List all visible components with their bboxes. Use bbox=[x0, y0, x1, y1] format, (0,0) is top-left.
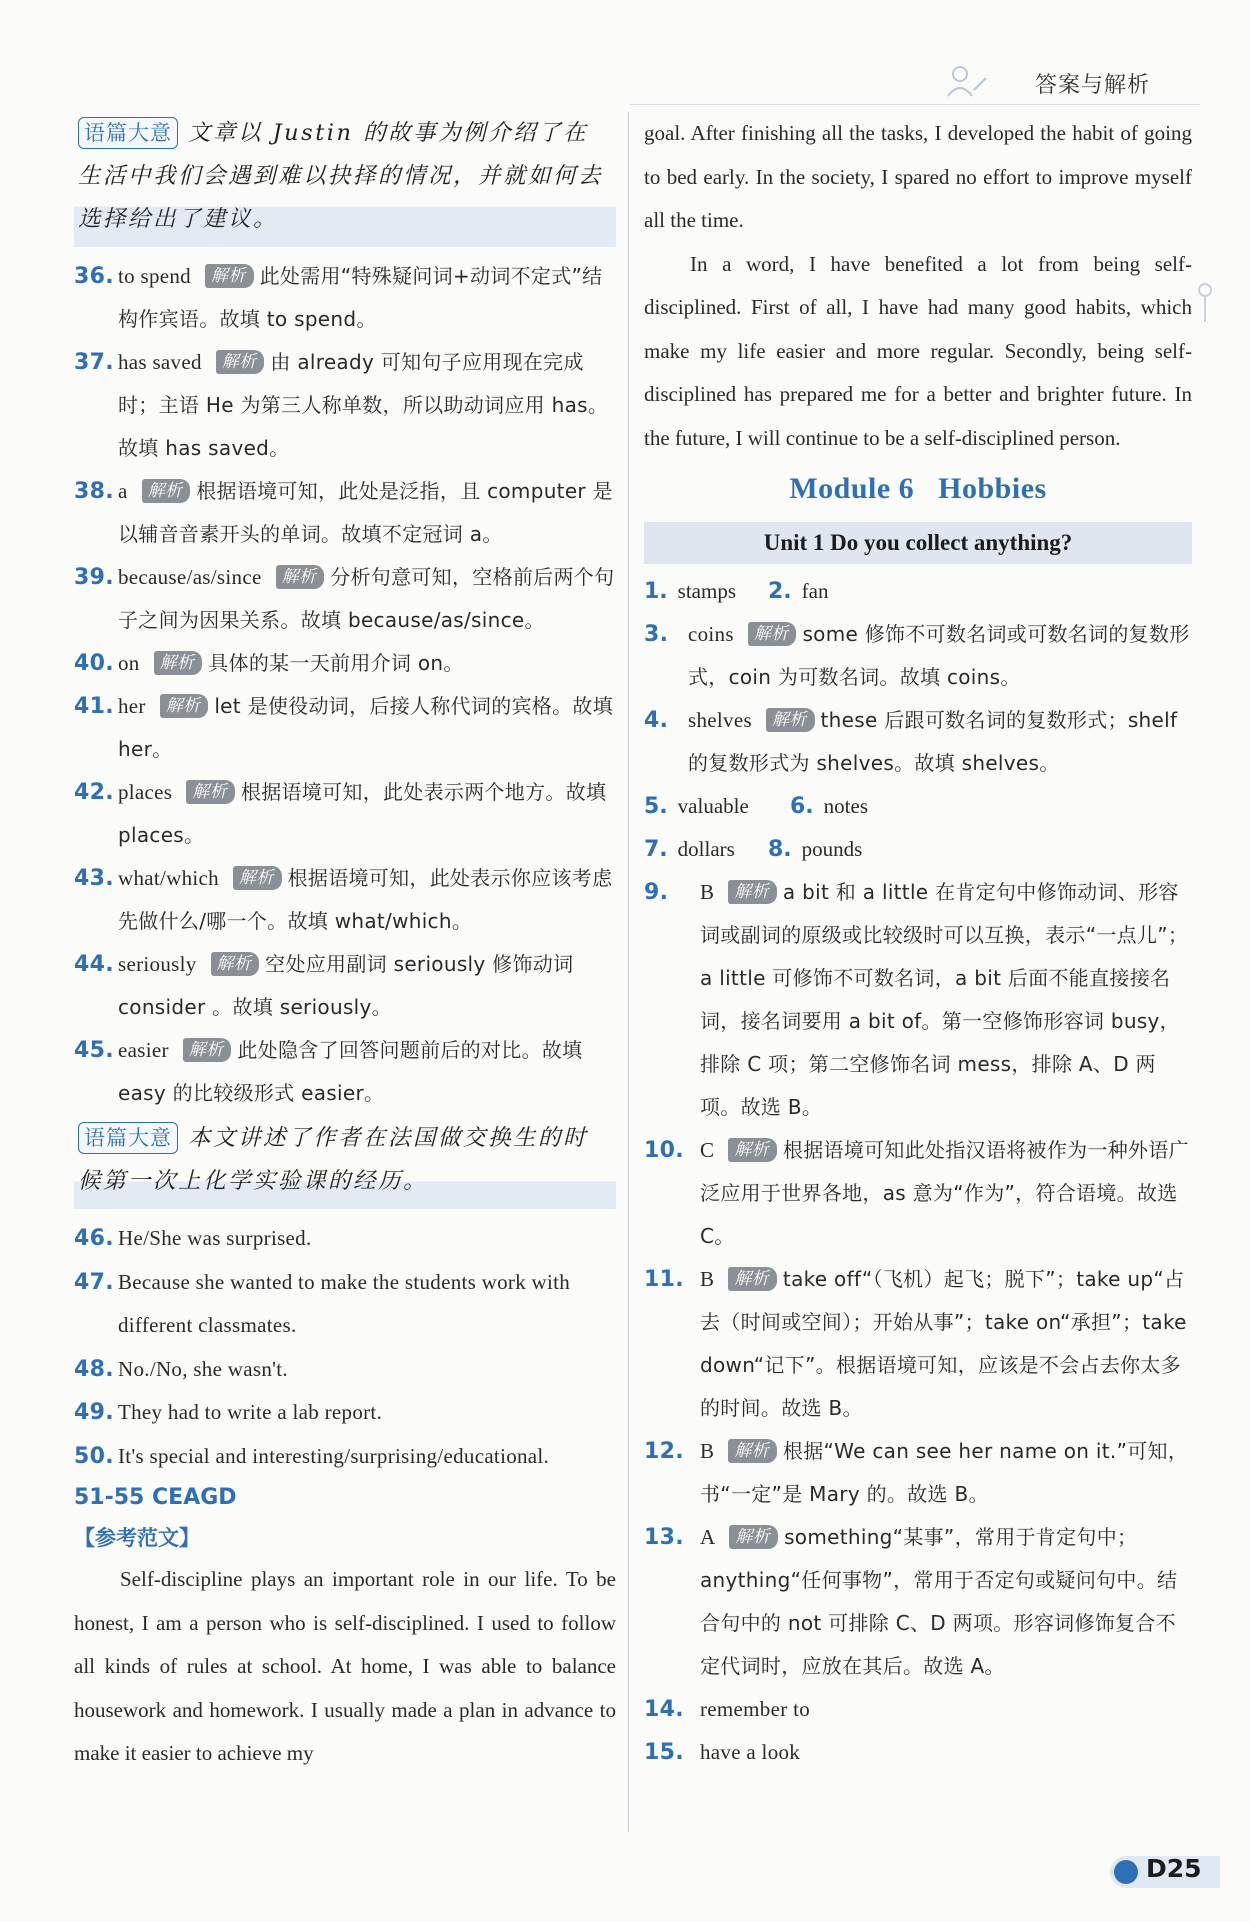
item-text: 根据“We can see her name on it.”可知，书“一定”是 Mary 的。故选 B。 bbox=[700, 1439, 1189, 1506]
module-topic: Hobbies bbox=[938, 472, 1047, 505]
short-answer-list bbox=[74, 1217, 616, 1478]
module-name: Module 6 bbox=[789, 472, 915, 505]
answer-item bbox=[74, 1029, 616, 1115]
item-number: 45. bbox=[74, 1038, 114, 1063]
item-number: 43. bbox=[74, 866, 114, 891]
answer-item bbox=[644, 1430, 1192, 1516]
answer-item bbox=[74, 1217, 616, 1261]
answer-item bbox=[644, 613, 1192, 699]
item-text: Because she wanted to make the students work with different classmates. bbox=[118, 1269, 571, 1337]
reference-heading: 【参考范文】 bbox=[74, 1526, 200, 1550]
item-answer: B bbox=[700, 1439, 715, 1463]
clip-icon bbox=[1196, 282, 1214, 324]
essay-paragraph: Self-discipline plays an important role in our life. To be honest, I am a person who is self-disciplined. I used to follow all kinds of rules at school. At home, I was able to balance housework and homework. I usually made a plan in advance to make it easier to achieve my bbox=[74, 1567, 616, 1765]
item-text: 此处需用“特殊疑问词+动词不定式”结构作宾语。故填 to spend。 bbox=[118, 264, 603, 331]
answer-item bbox=[74, 642, 616, 685]
item-number: 36. bbox=[74, 264, 114, 289]
item-answer: remember to bbox=[700, 1697, 811, 1721]
column-divider bbox=[628, 112, 629, 1832]
answer-item bbox=[644, 1688, 1192, 1731]
item-answer: stamps bbox=[677, 579, 737, 603]
item-explanation: these 后跟可数名词的复数形式；shelf 的复数形式为 shelves。故填 shelves。 bbox=[688, 708, 1178, 775]
item-number: 2. bbox=[768, 579, 792, 604]
answer-item bbox=[644, 871, 1192, 1129]
item-number: 41. bbox=[74, 694, 114, 719]
item-number: 7. bbox=[644, 837, 668, 862]
item-number: 3. bbox=[644, 622, 669, 647]
page-marker bbox=[1110, 1852, 1220, 1892]
right-column bbox=[644, 112, 1192, 1774]
analysis-tag: 解析 bbox=[142, 479, 191, 503]
answer-item bbox=[74, 1348, 616, 1392]
item-answer: pounds bbox=[801, 837, 863, 861]
header-title: 答案与解析 bbox=[1035, 73, 1151, 98]
item-text: something“某事”，常用于肯定句中；anything“任何事物”，常用于否定句或疑问句中。结合句中的 not 可排除 C、D 两项。形容词修饰复合不定代词时，应放在其后。故选 A。 bbox=[700, 1525, 1178, 1678]
item-number: 49. bbox=[74, 1400, 114, 1425]
item-number: 6. bbox=[790, 794, 814, 819]
unit-title: Unit 1 Do you collect anything? bbox=[644, 522, 1192, 564]
range-answers: 51-55 CEAGD bbox=[74, 1485, 237, 1510]
choice-answer-list bbox=[644, 871, 1192, 1688]
item-number: 8. bbox=[768, 837, 792, 862]
item-number: 9. bbox=[644, 880, 669, 905]
item-answer: because/as/since bbox=[118, 565, 262, 589]
summary-text: 文章以 Justin 的故事为例介绍了在生活中我们会遇到难以抉择的情况，并就如何去选择给出了建议。 bbox=[78, 120, 604, 232]
analysis-tag: 解析 bbox=[160, 694, 209, 718]
item-number: 44. bbox=[74, 952, 114, 977]
essay-paragraph: In a word, I have benefited a lot from being self-disciplined. First of all, I have had many good habits, which make my life easier and more regular. Secondly, being self-disciplined has prepared me for a better and brighter future. In the future, I will continue to be a self-disciplined person. bbox=[644, 251, 1192, 450]
answer-item bbox=[74, 556, 616, 642]
answer-item bbox=[74, 1435, 616, 1479]
item-number: 1. bbox=[644, 579, 668, 604]
item-number: 50. bbox=[74, 1443, 114, 1469]
item-number: 48. bbox=[74, 1356, 114, 1382]
left-column bbox=[74, 112, 616, 1776]
item-text: 具体的某一天前用介词 on。 bbox=[208, 651, 464, 675]
item-answer: her bbox=[118, 694, 146, 718]
summary-box bbox=[74, 112, 616, 247]
person-icon bbox=[944, 62, 988, 102]
item-text: 空处应用副词 seriously 修饰动词 consider 。故填 seriously。 bbox=[118, 952, 574, 1019]
item-number: 12. bbox=[644, 1439, 684, 1464]
item-text: No./No, she wasn't. bbox=[118, 1356, 288, 1381]
item-answer: A bbox=[700, 1525, 716, 1549]
item-number: 5. bbox=[644, 794, 668, 819]
item-text: 此处隐含了回答问题前后的对比。故填 easy 的比较级形式 easier。 bbox=[118, 1038, 583, 1105]
header-rule bbox=[630, 104, 1200, 105]
item-number: 37. bbox=[74, 350, 114, 375]
module-title bbox=[644, 460, 1192, 518]
analysis-tag: 解析 bbox=[205, 264, 254, 288]
answer-item bbox=[74, 1261, 616, 1348]
item-number: 47. bbox=[74, 1269, 114, 1295]
item-number: 14. bbox=[644, 1697, 684, 1722]
item-answer: a bbox=[118, 479, 128, 503]
essay-paragraph: goal. After finishing all the tasks, I developed the habit of going to bed early. In the society, I spared no effort to improve myself all the time. bbox=[644, 121, 1192, 232]
page-number: D25 bbox=[1146, 1854, 1202, 1883]
item-text: 根据语境可知，此处表示你应该考虑先做什么/哪一个。故填 what/which。 bbox=[118, 866, 613, 933]
item-number: 42. bbox=[74, 780, 114, 805]
item-text: a bit 和 a little 在肯定句中修饰动词、形容词或副词的原级或比较级时可以互换，表示“一点儿”；a little 可修饰不可数名词，a bit 后面不能直接接名词，接名词要用 a bit of。第一空修饰形容词 busy，排除 C 项；第二空修饰名词 mess，排除 A、D 两项。故选 B。 bbox=[700, 880, 1189, 1119]
analysis-tag: 解析 bbox=[748, 622, 797, 646]
item-answer: coins bbox=[688, 622, 734, 646]
item-number: 15. bbox=[644, 1740, 684, 1765]
analysis-tag: 解析 bbox=[728, 1138, 777, 1162]
item-answer: valuable bbox=[677, 794, 749, 818]
analysis-tag: 解析 bbox=[154, 651, 203, 675]
analysis-tag: 解析 bbox=[216, 350, 265, 374]
item-text: let 是使役动词，后接人称代词的宾格。故填 her。 bbox=[118, 694, 613, 761]
item-answer: on bbox=[118, 651, 140, 675]
item-answer: places bbox=[118, 780, 173, 804]
answer-item bbox=[74, 771, 616, 857]
answer-list bbox=[74, 255, 616, 1115]
page-header bbox=[940, 62, 1210, 102]
analysis-tag: 解析 bbox=[766, 708, 815, 732]
summary-box bbox=[74, 1117, 616, 1209]
item-number: 40. bbox=[74, 651, 114, 676]
item-answer: C bbox=[700, 1138, 715, 1162]
answer-item bbox=[74, 341, 616, 470]
item-answer: to spend bbox=[118, 264, 191, 288]
analysis-tag: 解析 bbox=[186, 780, 235, 804]
item-answer: has saved bbox=[118, 350, 202, 374]
answer-row bbox=[644, 570, 1192, 613]
answer-item bbox=[74, 470, 616, 556]
item-number: 13. bbox=[644, 1525, 684, 1550]
answer-item bbox=[644, 1258, 1192, 1430]
item-text: 根据语境可知此处指汉语将被作为一种外语广泛应用于世界各地，as 意为“作为”，符合语境。故选 C。 bbox=[700, 1138, 1189, 1248]
item-text: It's special and interesting/surprising/educational. bbox=[118, 1443, 550, 1468]
item-text: 根据语境可知，此处是泛指，且 computer 是以辅音音素开头的单词。故填不定冠词 a。 bbox=[118, 479, 613, 546]
item-answer: easier bbox=[118, 1038, 169, 1062]
item-answer: seriously bbox=[118, 952, 197, 976]
item-number: 10. bbox=[644, 1138, 684, 1163]
globe-icon bbox=[1114, 1860, 1138, 1884]
item-number: 4. bbox=[644, 708, 669, 733]
answer-item bbox=[644, 699, 1192, 785]
analysis-tag: 解析 bbox=[183, 1038, 232, 1062]
summary-tag: 语篇大意 bbox=[78, 1122, 178, 1154]
answer-item bbox=[644, 1731, 1192, 1774]
item-text: He/She was surprised. bbox=[118, 1226, 312, 1250]
item-answer: notes bbox=[823, 794, 868, 818]
analysis-tag: 解析 bbox=[728, 880, 777, 904]
item-answer: dollars bbox=[677, 837, 735, 861]
item-text: 由 already 可知句子应用现在完成时；主语 He 为第三人称单数，所以助动词应用 has。故填 has saved。 bbox=[118, 350, 609, 460]
item-number: 38. bbox=[74, 479, 114, 504]
item-text: take off“（飞机）起飞；脱下”；take up“占去（时间或空间）；开始从事”；take on“承担”；take down“记下”。根据语境可知，应该是不会占去你太多的时间。故选 B。 bbox=[700, 1267, 1187, 1420]
analysis-tag: 解析 bbox=[211, 952, 260, 976]
answer-item bbox=[644, 1516, 1192, 1688]
item-answer: B bbox=[700, 1267, 715, 1291]
summary-tag: 语篇大意 bbox=[78, 117, 178, 149]
answer-row bbox=[644, 828, 1192, 871]
answer-item bbox=[74, 685, 616, 771]
item-answer: what/which bbox=[118, 866, 219, 890]
answer-row bbox=[644, 785, 1192, 828]
answer-item bbox=[74, 943, 616, 1029]
item-answer: have a look bbox=[700, 1740, 801, 1764]
analysis-tag: 解析 bbox=[728, 1439, 777, 1463]
analysis-tag: 解析 bbox=[233, 866, 282, 890]
answer-item bbox=[74, 1391, 616, 1435]
answer-item bbox=[74, 857, 616, 943]
analysis-tag: 解析 bbox=[729, 1525, 778, 1549]
answer-item bbox=[644, 1129, 1192, 1258]
item-answer: shelves bbox=[688, 708, 752, 732]
item-number: 11. bbox=[644, 1267, 684, 1292]
item-explanation: some 修饰不可数名词或可数名词的复数形式，coin 为可数名词。故填 coins。 bbox=[688, 622, 1190, 689]
item-text: 根据语境可知，此处表示两个地方。故填 places。 bbox=[118, 780, 607, 847]
answer-item bbox=[74, 255, 616, 341]
analysis-tag: 解析 bbox=[276, 565, 325, 589]
item-number: 46. bbox=[74, 1226, 114, 1251]
item-text: 分析句意可知，空格前后两个句子之间为因果关系。故填 because/as/since。 bbox=[118, 565, 615, 632]
item-number: 39. bbox=[74, 565, 114, 590]
item-text: They had to write a lab report. bbox=[118, 1400, 383, 1424]
summary-text: 本文讲述了作者在法国做交换生的时候第一次上化学实验课的经历。 bbox=[78, 1125, 589, 1194]
analysis-tag: 解析 bbox=[728, 1267, 777, 1291]
item-answer: B bbox=[700, 880, 715, 904]
item-answer: fan bbox=[801, 579, 829, 603]
